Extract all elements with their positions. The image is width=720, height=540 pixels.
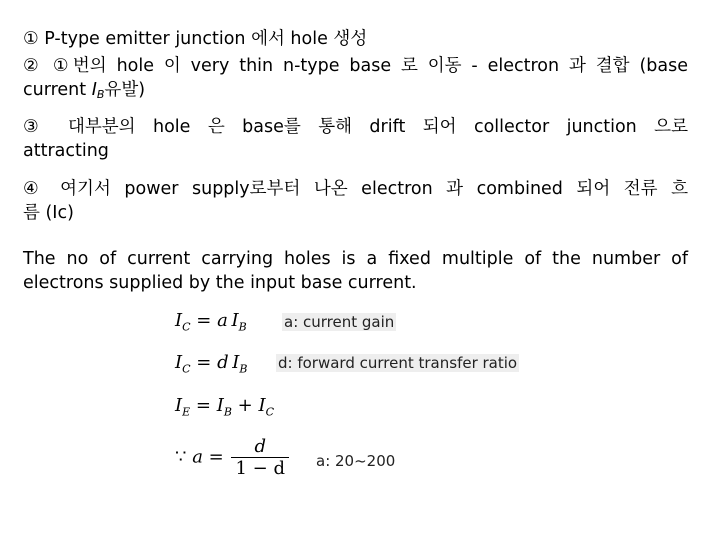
formula-forward-transfer (175, 352, 247, 376)
f3-b: I (258, 395, 266, 416)
f4-var: a (192, 446, 203, 468)
f3-plus: + (237, 395, 253, 416)
note-gain-range: a: 20~200 (316, 452, 396, 470)
item-2-trailing-text: 유발) (104, 80, 146, 100)
item-2-line-1: ② ①번의 hole 이 very thin n-type base 로 이동 - electron 과 결합 (base (23, 56, 688, 76)
item-2-ib-symbol: I (91, 80, 97, 100)
f1-rhs: I (231, 310, 239, 331)
f1-lhs-sub: C (182, 320, 191, 334)
item-4-line-1: ④ 여기서 power supply로부터 나온 electron 과 combined 되어 전류 흐 (23, 179, 688, 199)
explanation-paragraph: The no of current carrying holes is a fixed multiple of the number of electrons supplied by the input base current. (23, 249, 688, 293)
note-current-gain: a: current gain (284, 313, 395, 331)
fraction-numerator: d (254, 436, 266, 457)
formula-emitter-current (175, 395, 274, 419)
item-2-line-2 (23, 78, 145, 107)
f2-op: = (196, 352, 212, 373)
item-2-current-text: current (23, 80, 92, 100)
f1-lhs: I (175, 310, 183, 331)
f1-rhs-sub: B (238, 320, 247, 334)
f2-coef: d (217, 352, 229, 373)
f3-a-sub: B (223, 405, 232, 419)
fraction (231, 436, 289, 479)
item-3-line-2: attracting (23, 141, 109, 161)
f2-rhs: I (232, 352, 240, 373)
formula-gain-ratio (175, 436, 291, 479)
note-forward-transfer: d: forward current transfer ratio (278, 354, 518, 372)
item-3-line-1: ③ 대부분의 hole 은 base를 통해 drift 되어 collector junction 으로 (23, 117, 688, 137)
f2-lhs: I (175, 352, 183, 373)
f3-lhs: I (175, 395, 183, 416)
f1-op: = (196, 310, 212, 331)
therefore-symbol: ∵ (175, 446, 187, 468)
item-1: ① P-type emitter junction 에서 hole 생성 (23, 29, 368, 49)
f2-rhs-sub: B (239, 362, 248, 376)
item-2-ib-subscript: B (96, 88, 105, 101)
f1-coef: a (217, 310, 228, 331)
f4-op: = (208, 446, 224, 468)
f3-op: = (195, 395, 211, 416)
f2-lhs-sub: C (182, 362, 191, 376)
item-4-line-2: 름 (Ic) (23, 203, 74, 223)
f3-b-sub: C (265, 405, 275, 419)
fraction-denominator: 1 − d (231, 457, 289, 479)
formula-current-gain (175, 310, 247, 334)
f3-a: I (216, 395, 224, 416)
f3-lhs-sub: E (182, 405, 191, 419)
